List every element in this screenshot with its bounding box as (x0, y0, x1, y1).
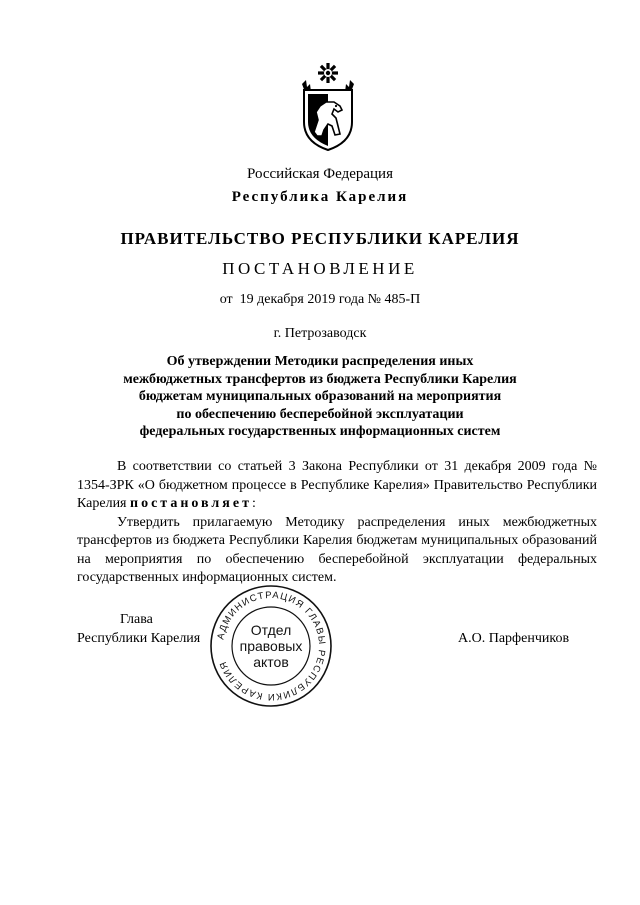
stamp-ring-text: АДМИНИСТРАЦИЯ ГЛАВЫ РЕСПУБЛИКИ КАРЕЛИЯ (215, 589, 328, 703)
title-line: межбюджетных трансфертов из бюджета Республики Карелия (123, 371, 517, 387)
legal-department-stamp (208, 583, 334, 709)
decree-word: постановляет (130, 496, 252, 511)
title-line: федеральных государственных информационных систем (139, 424, 501, 439)
document-city: г. Петрозаводск (273, 326, 367, 341)
title-line: бюджетам муниципальных образований на мероприятия (138, 389, 502, 404)
document-title (0, 353, 640, 441)
government-name: ПРАВИТЕЛЬСТВО РЕСПУБЛИКИ КАРЕЛИЯ (120, 229, 520, 248)
title-line: Об утверждении Методики распределения иных (166, 354, 474, 369)
body-paragraph-1-suffix: : (251, 496, 256, 511)
country-name: Российская Федерация (247, 166, 393, 182)
title-line: по обеспечению бесперебойной эксплуатации (176, 406, 464, 422)
document-date-number: от 19 декабря 2019 года № 485-П (219, 292, 421, 307)
body-paragraph-2: Утвердить прилагаемую Методику распределения иных межбюджетных трансфертов из бюджета Республики Карелия бюджетам муниципальных образований на мероприятия по обеспечению бесперебойной эксплуатации федеральных государственных информационных систем. (77, 514, 597, 585)
stamp-line-1: Отдел (250, 622, 292, 638)
karelia-coat-of-arms-icon (300, 62, 356, 152)
signatory-title: Глава (120, 612, 153, 627)
document-type: ПОСТАНОВЛЕНИЕ (222, 259, 418, 278)
body-paragraph-1 (77, 458, 597, 514)
body-paragraph-1-text: В соответствии со статьей 3 Закона Республики от 31 декабря 2009 года № 1354-ЗРК «О бюджетном процессе в Республике Карелия» Правительство Республики Карелия (77, 459, 597, 511)
signatory-name: А.О. Парфенчиков (458, 631, 570, 646)
document-body (77, 458, 597, 588)
stamp-line-3: актов (253, 654, 289, 670)
stamp-line-2: правовых (239, 638, 303, 654)
signatory-region: Республики Карелия (77, 631, 201, 646)
republic-name: Республика Карелия (231, 189, 409, 205)
